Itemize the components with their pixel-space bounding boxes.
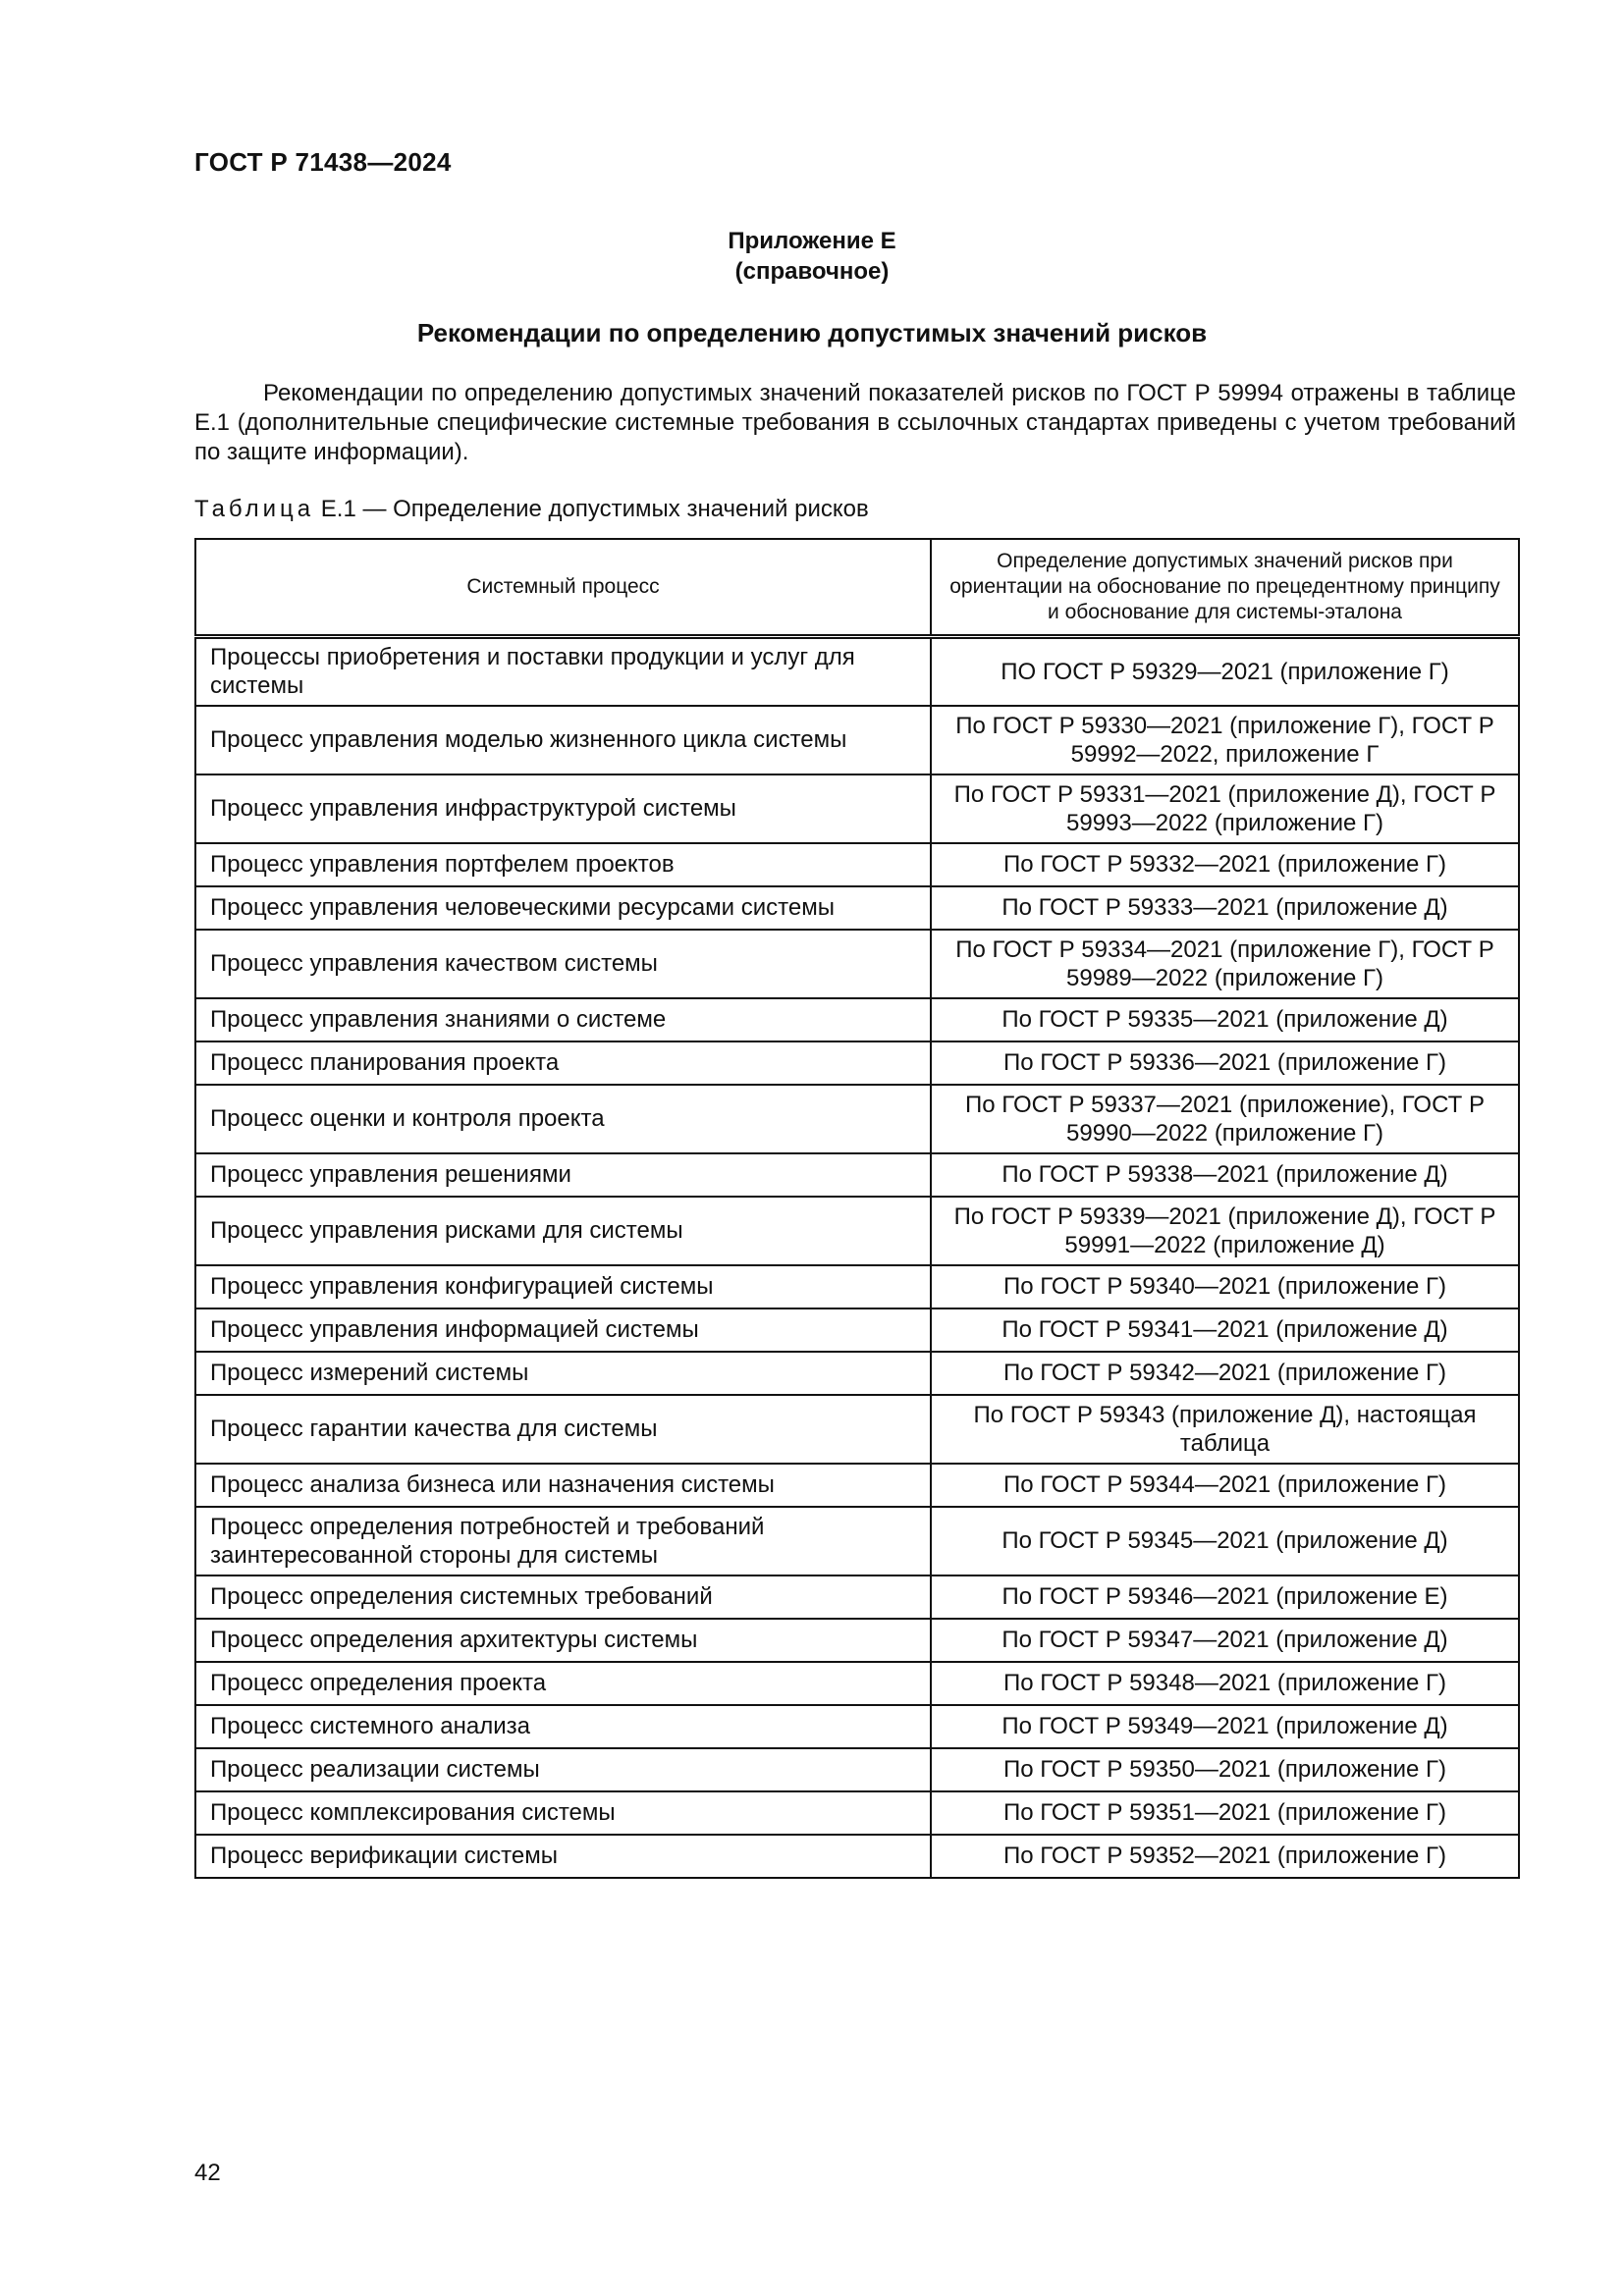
reference-cell: По ГОСТ Р 59347—2021 (приложение Д)	[931, 1619, 1519, 1662]
table-row	[195, 1662, 1519, 1705]
reference-cell: По ГОСТ Р 59330—2021 (приложение Г), ГОСТ Р 59992—2022, приложение Г	[931, 706, 1519, 774]
section-heading: Рекомендации по определению допустимых значений рисков	[416, 318, 1208, 347]
reference-cell: ПО ГОСТ Р 59329—2021 (приложение Г)	[931, 637, 1519, 706]
process-cell: Процесс управления информацией системы	[195, 1308, 931, 1352]
process-cell: Процесс определения системных требований	[195, 1575, 931, 1619]
table-row	[195, 1153, 1519, 1197]
process-cell: Процесс планирования проекта	[195, 1041, 931, 1085]
reference-cell: По ГОСТ Р 59351—2021 (приложение Г)	[931, 1791, 1519, 1835]
table-caption-prefix: Таблица	[194, 496, 315, 522]
table-row	[195, 930, 1519, 998]
table-row	[195, 1041, 1519, 1085]
table-row	[195, 1791, 1519, 1835]
process-cell: Процесс гарантии качества для системы	[195, 1395, 931, 1464]
reference-cell: По ГОСТ Р 59343 (приложение Д), настоящая таблица	[931, 1395, 1519, 1464]
process-cell: Процесс управления конфигурацией системы	[195, 1265, 931, 1308]
reference-cell: По ГОСТ Р 59337—2021 (приложение), ГОСТ Р 59990—2022 (приложение Г)	[931, 1085, 1519, 1153]
appendix-title: Приложение Е	[728, 228, 896, 254]
column-header-reference: Определение допустимых значений рисков при ориентации на обоснование по прецедентному принципу и обоснование для системы-эталона	[931, 539, 1519, 637]
reference-cell: По ГОСТ Р 59352—2021 (приложение Г)	[931, 1835, 1519, 1878]
table-row	[195, 1575, 1519, 1619]
table-body	[195, 637, 1519, 1878]
table-row	[195, 1395, 1519, 1464]
process-cell: Процесс определения потребностей и требований заинтересованной стороны для системы	[195, 1507, 931, 1575]
process-cell: Процесс системного анализа	[195, 1705, 931, 1748]
table-row	[195, 637, 1519, 706]
reference-cell: По ГОСТ Р 59335—2021 (приложение Д)	[931, 998, 1519, 1041]
reference-cell: По ГОСТ Р 59334—2021 (приложение Г), ГОСТ Р 59989—2022 (приложение Г)	[931, 930, 1519, 998]
table-row	[195, 843, 1519, 886]
table-row	[195, 886, 1519, 930]
reference-cell: По ГОСТ Р 59340—2021 (приложение Г)	[931, 1265, 1519, 1308]
process-cell: Процесс определения проекта	[195, 1662, 931, 1705]
risk-values-table	[194, 538, 1520, 1879]
reference-cell: По ГОСТ Р 59333—2021 (приложение Д)	[931, 886, 1519, 930]
table-row	[195, 1619, 1519, 1662]
process-cell: Процесс комплексирования системы	[195, 1791, 931, 1835]
appendix-status: (справочное)	[734, 258, 890, 285]
process-cell: Процесс оценки и контроля проекта	[195, 1085, 931, 1153]
table-row	[195, 1464, 1519, 1507]
table-row	[195, 1352, 1519, 1395]
process-cell: Процесс верификации системы	[195, 1835, 931, 1878]
process-cell: Процесс управления знаниями о системе	[195, 998, 931, 1041]
table-row	[195, 1835, 1519, 1878]
table-row	[195, 1085, 1519, 1153]
process-cell: Процесс управления портфелем проектов	[195, 843, 931, 886]
reference-cell: По ГОСТ Р 59332—2021 (приложение Г)	[931, 843, 1519, 886]
reference-cell: По ГОСТ Р 59349—2021 (приложение Д)	[931, 1705, 1519, 1748]
process-cell: Процесс управления инфраструктурой системы	[195, 774, 931, 843]
table-row	[195, 998, 1519, 1041]
table-row	[195, 1265, 1519, 1308]
process-cell: Процесс анализа бизнеса или назначения системы	[195, 1464, 931, 1507]
table-row	[195, 706, 1519, 774]
process-cell: Процесс управления рисками для системы	[195, 1197, 931, 1265]
table-row	[195, 774, 1519, 843]
reference-cell: По ГОСТ Р 59341—2021 (приложение Д)	[931, 1308, 1519, 1352]
process-cell: Процесс управления решениями	[195, 1153, 931, 1197]
table-row	[195, 1308, 1519, 1352]
reference-cell: По ГОСТ Р 59342—2021 (приложение Г)	[931, 1352, 1519, 1395]
intro-paragraph: Рекомендации по определению допустимых значений показателей рисков по ГОСТ Р 59994 отражены в таблице Е.1 (дополнительные специфические системные требования в ссылочных стандартах приведены с учетом требований по защите информации).	[194, 380, 1516, 465]
process-cell: Процесс измерений системы	[195, 1352, 931, 1395]
table-caption-text: Е.1 — Определение допустимых значений рисков	[320, 496, 869, 522]
reference-cell: По ГОСТ Р 59346—2021 (приложение Е)	[931, 1575, 1519, 1619]
process-cell: Процесс управления качеством системы	[195, 930, 931, 998]
column-header-process: Системный процесс	[195, 539, 931, 637]
table-row	[195, 1748, 1519, 1791]
table-row	[195, 1507, 1519, 1575]
process-cell: Процесс реализации системы	[195, 1748, 931, 1791]
reference-cell: По ГОСТ Р 59345—2021 (приложение Д)	[931, 1507, 1519, 1575]
process-cell: Процессы приобретения и поставки продукции и услуг для системы	[195, 637, 931, 706]
table-caption	[194, 496, 869, 523]
process-cell: Процесс управления человеческими ресурсами системы	[195, 886, 931, 930]
appendix-block	[0, 226, 1624, 287]
reference-cell: По ГОСТ Р 59331—2021 (приложение Д), ГОСТ Р 59993—2022 (приложение Г)	[931, 774, 1519, 843]
process-cell: Процесс управления моделью жизненного цикла системы	[195, 706, 931, 774]
table-row	[195, 1705, 1519, 1748]
reference-cell: По ГОСТ Р 59344—2021 (приложение Г)	[931, 1464, 1519, 1507]
reference-cell: По ГОСТ Р 59338—2021 (приложение Д)	[931, 1153, 1519, 1197]
process-cell: Процесс определения архитектуры системы	[195, 1619, 931, 1662]
reference-cell: По ГОСТ Р 59336—2021 (приложение Г)	[931, 1041, 1519, 1085]
reference-cell: По ГОСТ Р 59339—2021 (приложение Д), ГОСТ Р 59991—2022 (приложение Д)	[931, 1197, 1519, 1265]
table-header-row	[195, 539, 1519, 637]
reference-cell: По ГОСТ Р 59348—2021 (приложение Г)	[931, 1662, 1519, 1705]
table-row	[195, 1197, 1519, 1265]
reference-cell: По ГОСТ Р 59350—2021 (приложение Г)	[931, 1748, 1519, 1791]
page-number: 42	[194, 2160, 221, 2186]
document-code: ГОСТ Р 71438—2024	[194, 147, 452, 177]
